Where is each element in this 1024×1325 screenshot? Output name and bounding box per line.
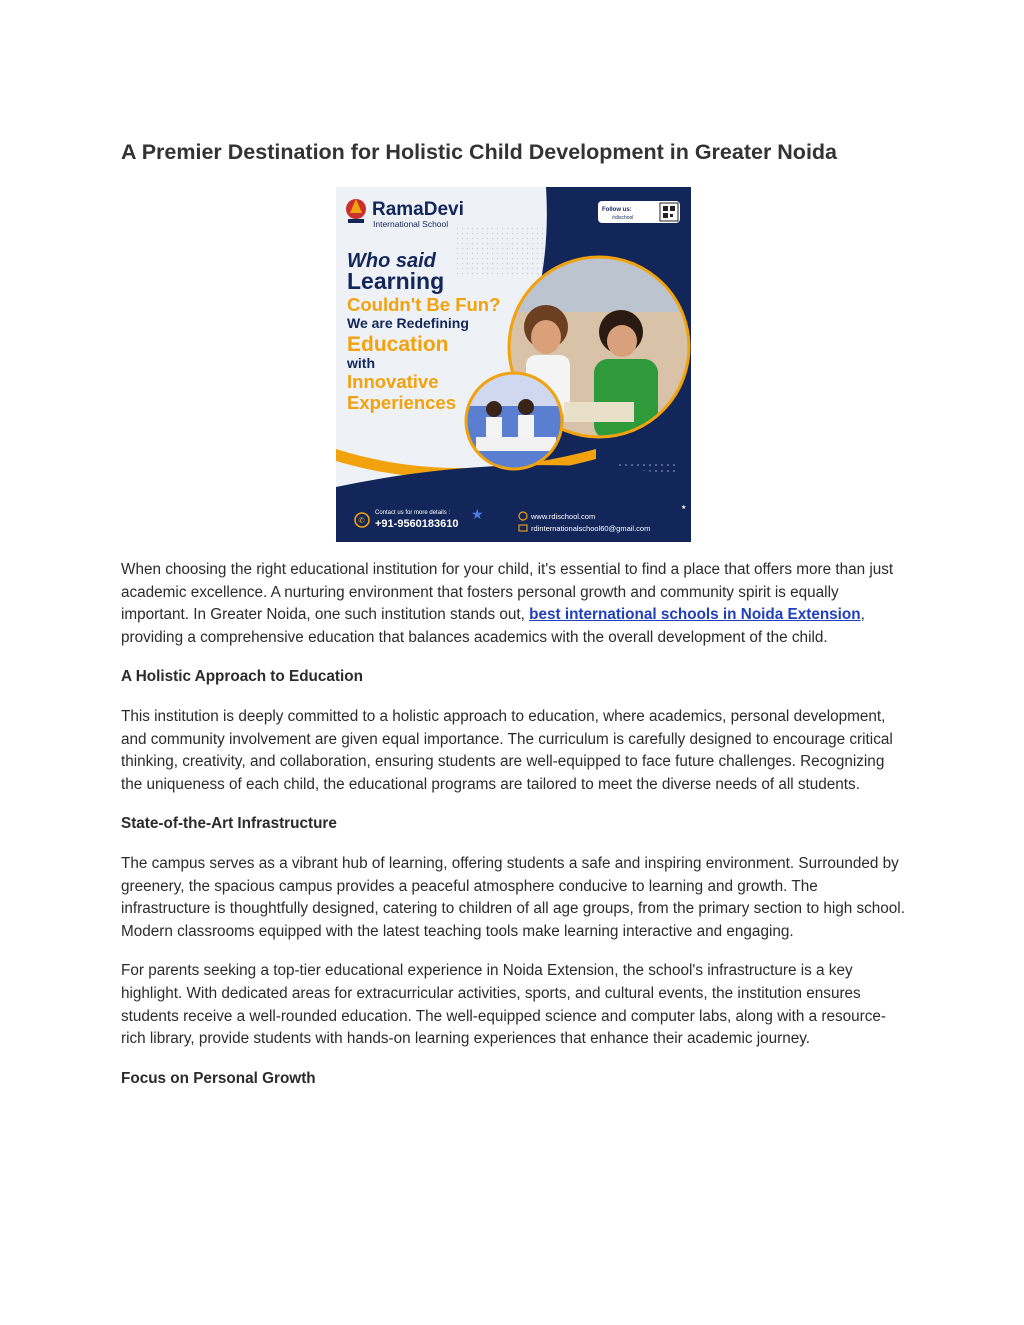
section-paragraph: For parents seeking a top-tier educational experience in Noida Extension, the school's infrastructure is a key highlight. With dedicated areas for extracurricular activities, sports, and cultural events, the institution ensures students receive a well-rounded education. The well-equipped science and computer labs, along with a resource-rich library, provide students with hands-on learning experiences that enhance their academic journey. bbox=[121, 962, 887, 1048]
schools-link[interactable]: best international schools in Noida Extension bbox=[529, 606, 861, 624]
poster-follow-label: Follow us: bbox=[602, 207, 632, 213]
section-heading: State-of-the-Art Infrastructure bbox=[121, 815, 337, 833]
svg-text:Couldn't Be Fun?: Couldn't Be Fun? bbox=[347, 294, 501, 315]
svg-text:Learning: Learning bbox=[347, 268, 445, 294]
poster-brand-name: RamaDevi bbox=[372, 199, 464, 220]
svg-text:We are Redefining: We are Redefining bbox=[347, 315, 469, 331]
intro-paragraph: When choosing the right educational institution for your child, it's essential to find a place that offers more than just academic excellence. A nurturing environment that fosters personal growth and community spirit is equally important. In Greater Noida, one such institution stands out, best international schools in Noida Extension, providing a comprehensive education that balances academics with the overall development of the child. bbox=[121, 561, 894, 646]
poster-brand-sub: International School bbox=[373, 219, 449, 229]
poster-contact-label: Contact us for more details : bbox=[375, 510, 451, 516]
school-logo-icon bbox=[346, 199, 366, 223]
school-poster-image bbox=[336, 187, 691, 542]
section-paragraph: The campus serves as a vibrant hub of learning, offering students a safe and inspiring environment. Surrounded by greenery, the spacious campus provides a peaceful atmosphere conducive to learning and growth. The infrastructure is thoughtfully designed, catering to children of all age groups, from the primary section to high school. Modern classrooms equipped with the latest teaching tools make learning interactive and engaging. bbox=[121, 854, 905, 940]
svg-text:✆: ✆ bbox=[358, 516, 365, 525]
svg-text:Education: Education bbox=[347, 333, 449, 356]
section-paragraph: This institution is deeply committed to a holistic approach to education, where academics, personal development, and community involvement are given equal importance. The curriculum is carefully designed to encourage critical thinking, creativity, and collaboration, ensuring students are well-equipped to face future challenges. Recognizing the uniqueness of each child, the educational programs are tailored to meet the diverse needs of all students. bbox=[121, 707, 893, 793]
article-body bbox=[121, 559, 906, 1107]
qr-code-icon bbox=[660, 203, 678, 221]
section-heading: A Holistic Approach to Education bbox=[121, 668, 363, 686]
svg-text:with: with bbox=[347, 355, 375, 371]
poster-email: rdinternationalschool60@gmail.com bbox=[531, 524, 651, 533]
svg-text:Who said: Who said bbox=[347, 250, 436, 272]
section-heading: Focus on Personal Growth bbox=[121, 1069, 316, 1087]
star-icon: ★ bbox=[681, 505, 687, 511]
svg-text:Innovative: Innovative bbox=[347, 371, 439, 392]
svg-text:Experiences: Experiences bbox=[347, 392, 457, 413]
page-title: A Premier Destination for Holistic Child Development in Greater Noida bbox=[121, 140, 838, 164]
poster-website: www.rdischool.com bbox=[531, 512, 596, 521]
poster-social-handle: /rdischool bbox=[612, 215, 634, 221]
star-icon: ★ bbox=[471, 506, 484, 522]
poster-phone: +91-9560183610 bbox=[375, 518, 459, 530]
